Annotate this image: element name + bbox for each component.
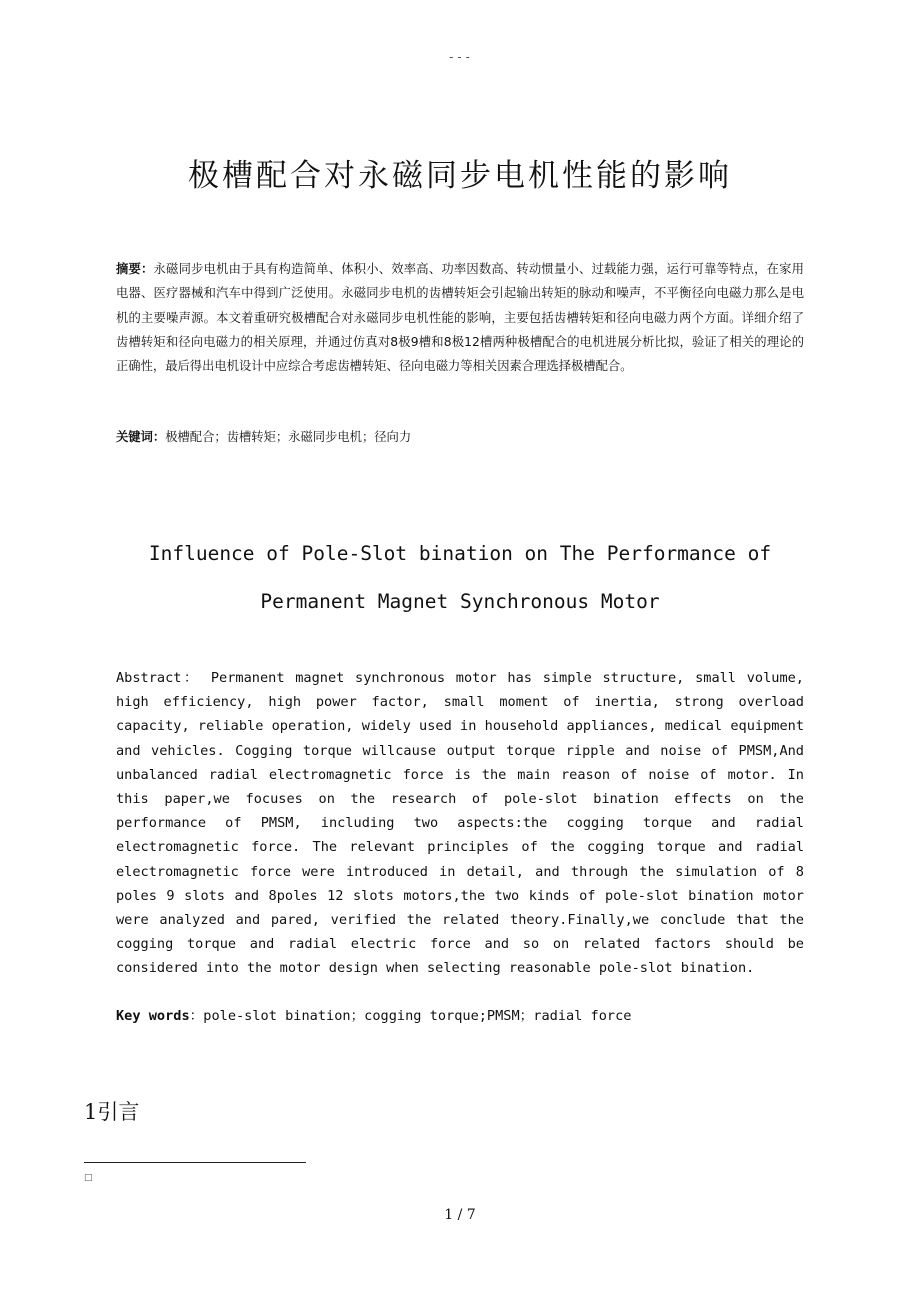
english-abstract [116, 666, 804, 981]
english-keywords-label: Key words [116, 1008, 190, 1024]
english-keywords-text: ：pole-slot bination；cogging torque;PMSM；radial force [189, 1008, 632, 1024]
chinese-abstract [116, 257, 804, 378]
chinese-keywords [116, 425, 804, 449]
chinese-keywords-text: 极槽配合；齿槽转矩；永磁同步电机；径向力 [165, 430, 412, 444]
footnote-divider [84, 1162, 306, 1163]
english-keywords [116, 1004, 804, 1028]
header-mark: --- [447, 50, 473, 64]
chinese-title: 极槽配合对永磁同步电机性能的影响 [188, 158, 732, 194]
english-abstract-label: Abstract： [116, 670, 201, 686]
english-abstract-text: Permanent magnet synchronous motor has simple structure, small volume, high efficiency, high power factor, small moment of inertia, strong overload capacity, reliable operation, widely used in household appliances, medical equipment and vehicles. Cogging torque willcause output torque ripple and noise of PMSM,And unbalanced radial electromagnetic force is the main reason of noise of motor. In this paper,we focuses on the research of pole-slot bination effects on the performance of PMSM, including two aspects:the cogging torque and radial electromagnetic force. The relevant principles of the cogging torque and radial electromagnetic force were introduced in detail, and through the simulation of 8 poles 9 slots and 8poles 12 slots motors,the two kinds of pole-slot bination motor were analyzed and pared, verified the related theory.Finally,we conclude that the cogging torque and radial electric force and so on related factors should be considered into the motor design when selecting reasonable pole-slot bination. [116, 670, 804, 977]
chinese-abstract-label: 摘要： [116, 262, 154, 276]
page-number: 1 / 7 [444, 1207, 476, 1223]
section-heading: 1引言 [84, 1100, 140, 1124]
footnote-marker: □ [84, 1173, 93, 1183]
chinese-keywords-label: 关键词： [116, 430, 166, 444]
chinese-abstract-text: 永磁同步电机由于具有构造简单、体积小、效率高、功率因数高、转动惯量小、过载能力强，运行可靠等特点，在家用电器、医疗器械和汽车中得到广泛使用。永磁同步电机的齿槽转矩会引起输出转矩的脉动和噪声，不平衡径向电磁力那么是电机的主要噪声源。本文着重研究极槽配合对永磁同步电机性能的影响，主要包括齿槽转矩和径向电磁力两个方面。详细介绍了齿槽转矩和径向电磁力的相关原理，并通过仿真对8极9槽和8极12槽两种极槽配合的电机进展分析比拟，验证了相关的理论的正确性，最后得出电机设计中应综合考虑齿槽转矩、径向电磁力等相关因素合理选择极槽配合。 [116, 262, 804, 374]
english-title: Influence of Pole-Slot bination on The Performance of Permanent Magnet Synchronous Motor [148, 542, 772, 613]
